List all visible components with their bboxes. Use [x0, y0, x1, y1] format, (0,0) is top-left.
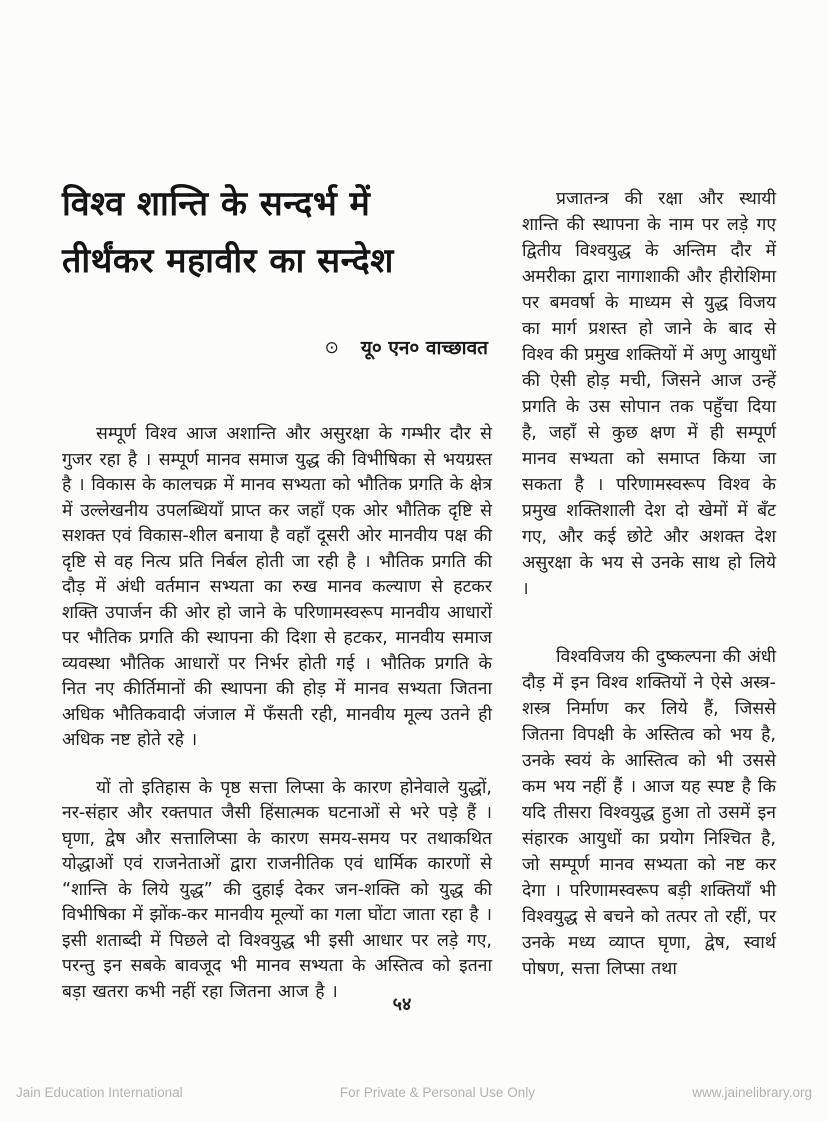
author-name: यू० एन० वाच्छावत	[360, 337, 488, 359]
article-title-line-2: तीर्थंकर महावीर का सन्देश	[62, 241, 394, 281]
left-paragraph-2: यों तो इतिहास के पृष्ठ सत्ता लिप्सा के कारण होनेवाले युद्धों, नर-संहार और रक्तपात जैसी हिंसात्मक घटनाओं से भरे पड़े हैं । घृणा, द्वेष और सत्तालिप्सा के कारण समय-समय पर तथाकथित योद्धाओं एवं राजनेताओं द्वारा राजनीतिक एवं धार्मिक कारणों से “शान्ति के लिये युद्ध” की दुहाई देकर जन-शक्ति को युद्ध की विभीषिका में झोंक-कर मानवीय मूल्यों का गला घोंटा जाता रहा है । इसी शताब्दी में पिछले दो विश्वयुद्ध भी इसी आधार पर लड़े गए, परन्तु इन सबके बावजूद भी मानव सभ्यता के अस्तित्व को इतना बड़ा खतरा कभी नहीं रहा जितना आज है ।	[62, 777, 492, 1002]
footer-publisher: Jain Education International	[16, 1085, 183, 1100]
page-content	[62, 168, 776, 1005]
article-title-line-1: विश्व शान्ति के सन्दर्भ में	[62, 184, 371, 224]
right-column	[522, 168, 776, 1005]
left-paragraph-1: सम्पूर्ण विश्व आज अशान्ति और असुरक्षा के गम्भीर दौर से गुजर रहा है । सम्पूर्ण मानव समाज युद्ध की विभीषिका से भयग्रस्त है । विकास के कालचक्र में मानव सभ्यता को भौतिक प्रगति के क्षेत्र में उल्लेखनीय उपलब्धियाँ प्राप्त कर जहाँ एक ओर भौतिक दृष्टि से सशक्त एवं विकास-शील बनाया है वहाँ दूसरी ओर मानवीय पक्ष की दृष्टि से वह नित्य प्रति निर्बल होती जा रही है । भौतिक प्रगति की दौड़ में अंधी वर्तमान सभ्यता का रुख मानव कल्याण से हटकर शक्ति उपार्जन की ओर हो जाने के परिणामस्वरूप मानवीय आधारों पर भौतिक प्रगति की स्थापना की दिशा से हटकर, मानवीय समाज व्यवस्था भौतिक आधारों पर निर्भर होती गई । भौतिक प्रगति के नित नए कीर्तिमानों की स्थापना की होड़ में मानव सभ्यता जितना अधिक भौतिकवादी जंजाल में फँसती रही, मानवीय मूल्य उतने ही अधिक नष्ट होते रहे ।	[62, 424, 492, 750]
article-title	[62, 176, 492, 290]
author-bullet-icon: ⊙	[324, 337, 339, 358]
page-number: ५४	[392, 994, 412, 1015]
footer-usage-note: For Private & Personal Use Only	[339, 1085, 535, 1100]
footer-website: www.jainelibrary.org	[692, 1085, 812, 1100]
byline	[62, 334, 492, 360]
scan-footer	[0, 1085, 828, 1100]
right-paragraph-2: विश्वविजय की दुष्कल्पना की अंधी दौड़ में इन विश्व शक्तियों ने ऐसे अस्त्र-शस्त्र निर्माण कर लिये हैं, जिससे जितना विपक्षी के अस्तित्व को भय है, उनके स्वयं के आस्तित्व को भी उससे कम भय नहीं हैं । आज यह स्पष्ट है कि यदि तीसरा विश्वयुद्ध हुआ तो उसमें इन संहारक आयुधों का प्रयोग निश्चित है, जो सम्पूर्ण मानव सभ्यता को नष्ट कर देगा । परिणामस्वरूप बड़ी शक्तियाँ भी विश्वयुद्ध से बचने को तत्पर तो रहीं, पर उनके मध्य व्याप्त घृणा, द्वेष, स्वार्थ पोषण, सत्ता लिप्सा तथा	[522, 647, 776, 979]
right-paragraph-1: प्रजातन्त्र की रक्षा और स्थायी शान्ति की स्थापना के नाम पर लड़े गए द्वितीय विश्वयुद्ध के अन्तिम दौर में अमरीका द्वारा नागाशाकी और हीरोशिमा पर बमवर्षा के माध्यम से युद्ध विजय का मार्ग प्रशस्त हो जाने के बाद से विश्व की प्रमुख शक्तियों में अणु आयुधों की ऐसी होड़ मची, जिसने आज उन्हें प्रगति के उस सोपान तक पहुँचा दिया है, जहाँ से कुछ क्षण में ही सम्पूर्ण मानव सभ्यता को समाप्त किया जा सकता है । परिणामस्वरूप विश्व के प्रमुख शक्तिशाली देश दो खेमों में बँट गए, और कई छोटे और अशक्त देश असुरक्षा के भय से उनके साथ हो लिये ।	[522, 189, 776, 599]
left-column	[62, 168, 492, 1005]
